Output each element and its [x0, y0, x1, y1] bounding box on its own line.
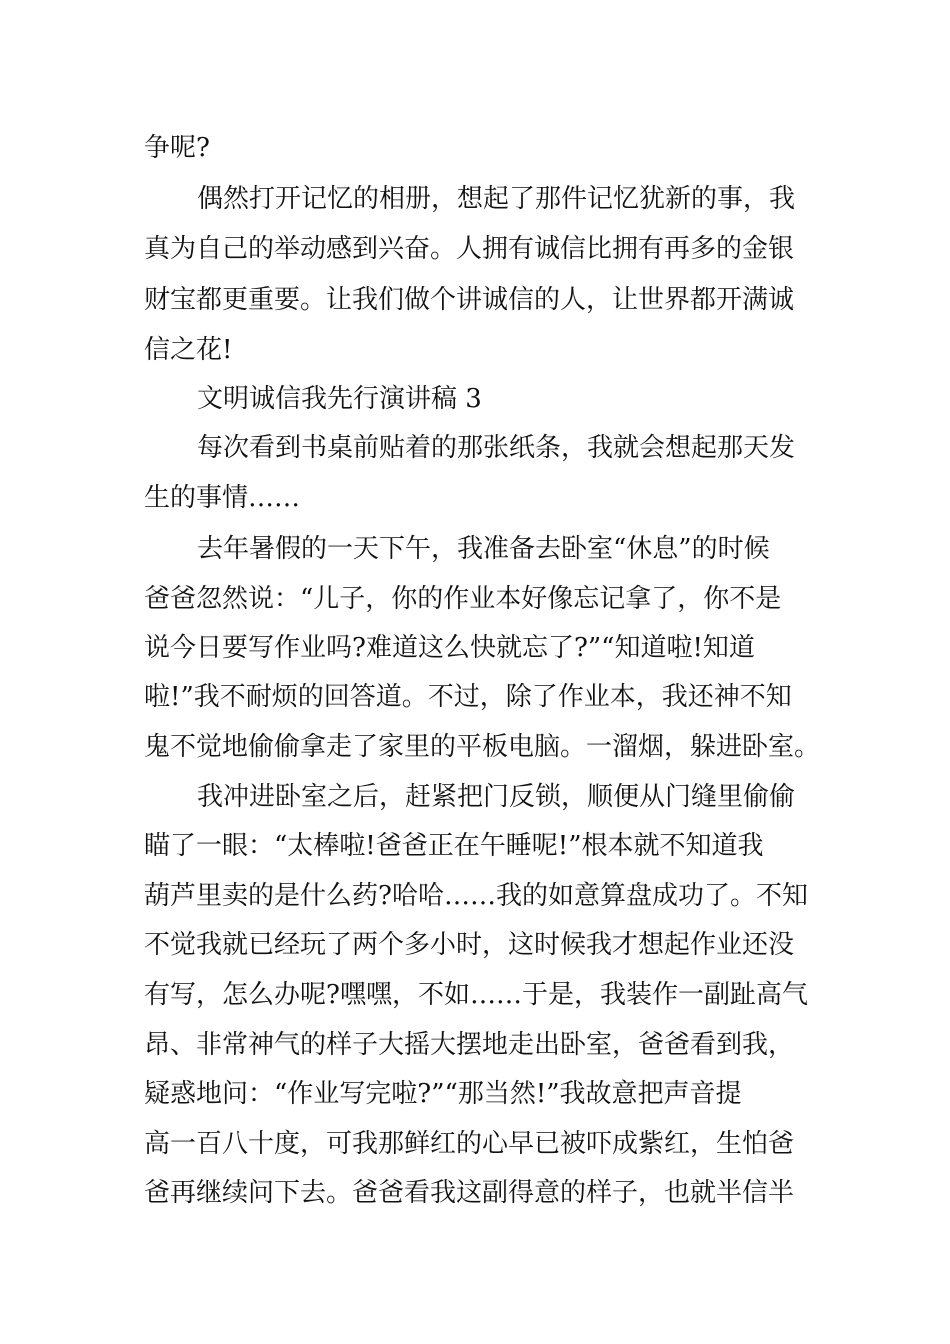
text-line: 真为自己的举动感到兴奋。人拥有诚信比拥有再多的金银: [144, 234, 795, 264]
text-line: 偶然打开记忆的相册，想起了那件记忆犹新的事，我: [197, 184, 796, 214]
text-line: 昂、非常神气的样子大摇大摆地走出卧室，爸爸看到我，: [144, 1030, 795, 1060]
text-line: 啦!”我不耐烦的回答道。不过，除了作业本，我还神不知: [144, 682, 792, 712]
text-line: 爸爸忽然说：“儿子，你的作业本好像忘记拿了，你不是: [144, 584, 782, 614]
text-line: 生的事情……: [144, 483, 301, 513]
text-line: 疑惑地问：“作业写完啦?”“那当然!”我故意把声音提: [144, 1079, 742, 1109]
text-line: 信之花!: [144, 335, 233, 365]
text-line: 我冲进卧室之后，赶紧把门反锁，顺便从门缝里偷偷: [197, 782, 796, 812]
text-line: 鬼不觉地偷偷拿走了家里的平板电脑。一溜烟，躲进卧室。: [144, 732, 821, 762]
text-line: 瞄了一眼：“太棒啦!爸爸正在午睡呢!”根本就不知道我: [144, 831, 764, 861]
text-line: 有写，怎么办呢?嘿嘿，不如……于是，我装作一副趾高气: [144, 980, 808, 1010]
text-line: 葫芦里卖的是什么药?哈哈……我的如意算盘成功了。不知: [144, 881, 808, 911]
section-heading: 文明诚信我先行演讲稿 3: [197, 384, 482, 414]
text-line: 高一百八十度，可我那鲜红的心早已被吓成紫红，生怕爸: [144, 1129, 795, 1159]
text-line: 去年暑假的一天下午，我准备去卧室“休息”的时候: [197, 534, 770, 564]
text-line: 说今日要写作业吗?难道这么快就忘了?”“知道啦!知道: [144, 633, 755, 663]
text-line: 财宝都更重要。让我们做个讲诚信的人，让世界都开满诚: [144, 285, 795, 315]
text-line: 争呢?: [144, 133, 210, 163]
text-line: 爸再继续问下去。爸爸看我这副得意的样子，也就半信半: [144, 1178, 795, 1208]
text-line: 不觉我就已经玩了两个多小时，这时候我才想起作业还没: [144, 930, 795, 960]
text-line: 每次看到书桌前贴着的那张纸条，我就会想起那天发: [197, 433, 796, 463]
